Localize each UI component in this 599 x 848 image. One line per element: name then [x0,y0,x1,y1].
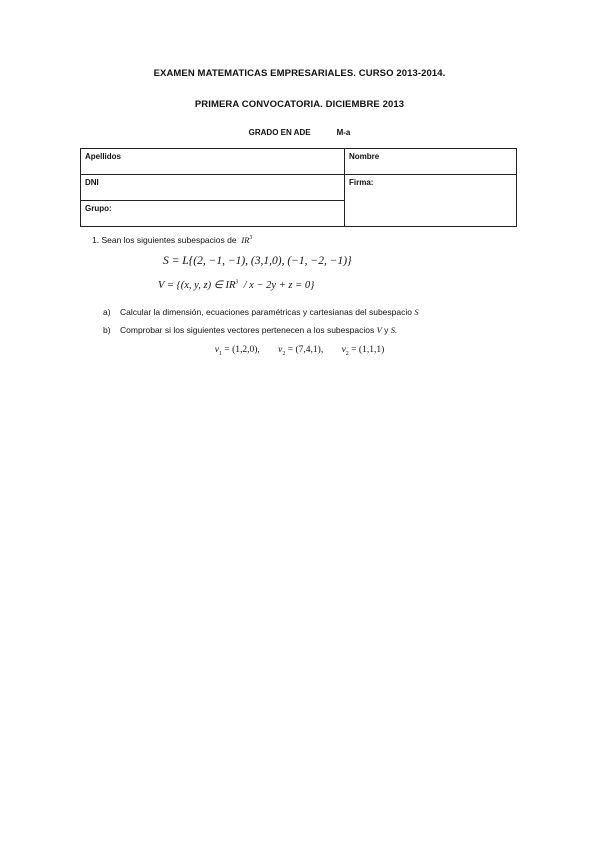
question-1-text: 1. Sean los siguientes subespacios de [92,235,237,245]
vector-2-name: v [278,345,283,355]
vector-1-value: = (1,2,0), [224,345,260,355]
exam-title: EXAMEN MATEMATICAS EMPRESARIALES. CURSO 2013-2014. [153,68,446,79]
item-b-and: y [384,325,389,335]
vector-3 [342,345,385,357]
student-info-table [80,148,517,227]
nombre-label: Nombre [349,152,380,161]
question-1b [103,325,397,335]
vectors-line [0,345,599,357]
exam-subtitle: PRIMERA CONVOCATORIA. DICIEMBRE 2013 [194,99,405,110]
vector-3-sub: 2 [345,350,349,357]
item-b-label: b) [103,325,111,335]
subspace-v-equation [158,279,314,291]
grupo-field[interactable] [81,201,345,227]
subspace-v-exponent: 3 [235,279,239,286]
space-exponent: 3 [249,235,253,242]
space-name: IR [241,235,250,245]
subspace-v-rhs: / x − 2y + z = 0} [243,280,315,291]
question-1-intro [92,235,252,245]
space-symbol [241,235,252,245]
exam-model: M-a [336,128,351,137]
vector-3-value: = (1,1,1) [351,345,385,355]
firma-label: Firma: [349,178,374,187]
degree-label: GRADO EN ADE [248,128,311,137]
nombre-field[interactable] [345,149,517,175]
subspace-s-equation: S = L{(2, −1, −1), (3,1,0), (−1, −2, −1)} [163,255,352,267]
vector-2 [278,345,323,357]
subspace-v-lhs: V = {(x, y, z) ∈ IR [158,280,236,291]
dni-field[interactable] [81,175,345,201]
vector-3-name: v [341,345,346,355]
vector-2-value: = (7,4,1), [287,345,324,355]
dni-label: DNI [85,178,99,187]
apellidos-field[interactable] [81,149,345,175]
vector-1 [215,345,260,357]
item-a-var: S [414,307,419,317]
item-b-var2: S. [390,325,398,335]
apellidos-label: Apellidos [85,152,122,161]
grupo-label: Grupo: [85,204,112,213]
question-1a [103,307,419,317]
vector-1-sub: 1 [218,350,222,357]
vector-2-sub: 2 [282,350,286,357]
item-b-text: Comprobar si los siguientes vectores pertenecen a los subespacios [120,325,375,335]
firma-field[interactable] [345,175,517,227]
degree-line [0,128,599,137]
item-a-label: a) [103,307,111,317]
vector-1-name: v [214,345,219,355]
item-b-var1: V [376,325,382,335]
item-a-text: Calcular la dimensión, ecuaciones paramétricas y cartesianas del subespacio [120,307,412,317]
